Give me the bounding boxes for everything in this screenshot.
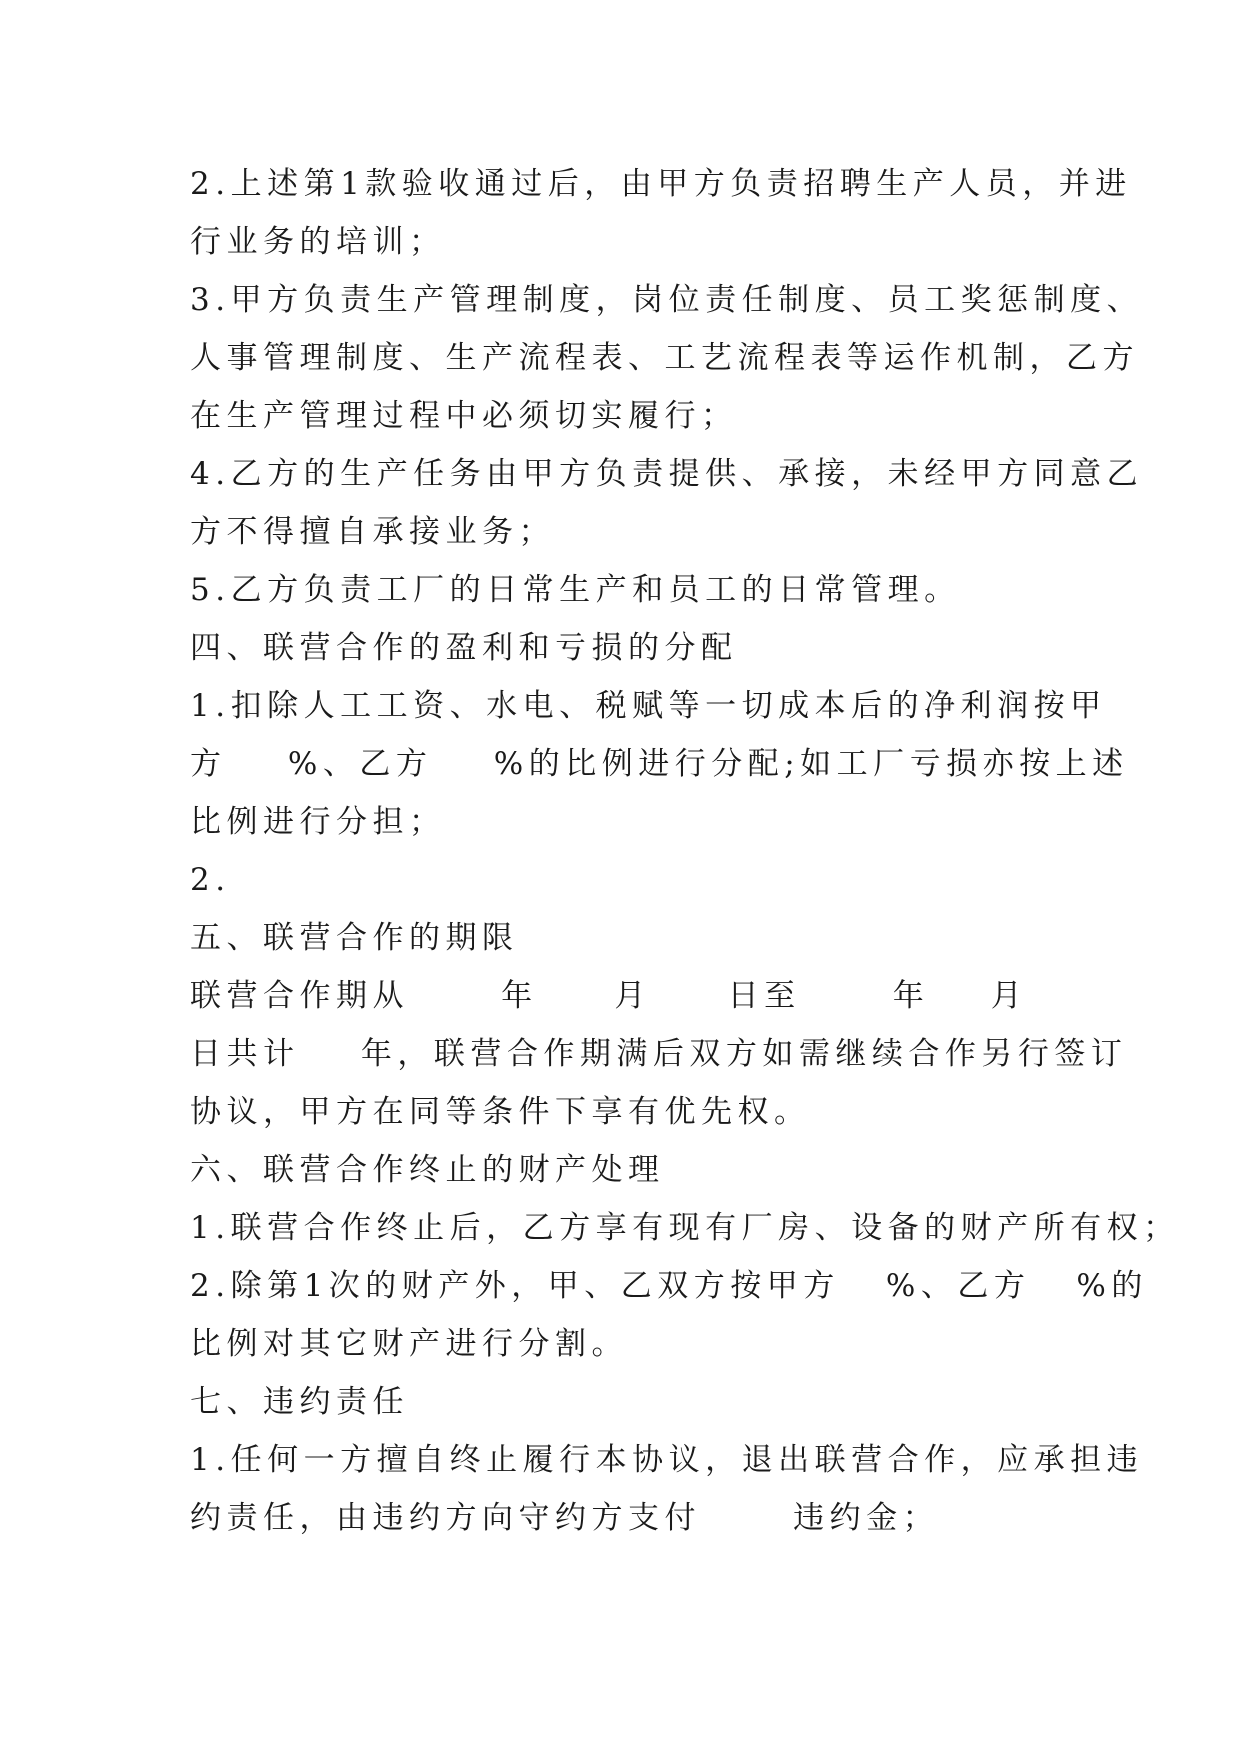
text-line: 2.上述第1款验收通过后，由甲方负责招聘生产人员，并进 xyxy=(190,166,1132,202)
section-heading: 七、违约责任 xyxy=(190,1384,409,1420)
section-heading: 五、联营合作的期限 xyxy=(190,920,519,956)
text-line: 1.扣除人工工资、水电、税赋等一切成本后的净利润按甲 xyxy=(190,688,1107,724)
text-line: 1.联营合作终止后，乙方享有现有厂房、设备的财产所有权； xyxy=(190,1210,1180,1246)
text-line: 2.除第1次的财产外，甲、乙双方按甲方 %、乙方 %的 xyxy=(190,1268,1148,1304)
text-line: 方 %、乙方 %的比例进行分配;如工厂亏损亦按上述 xyxy=(190,746,1129,782)
text-line: 1.任何一方擅自终止履行本协议，退出联营合作，应承担违 xyxy=(190,1442,1144,1478)
text-line: 协议，甲方在同等条件下享有优先权。 xyxy=(190,1094,811,1130)
text-line: 约责任，由违约方向守约方支付 违约金； xyxy=(190,1500,940,1536)
section-heading: 四、联营合作的盈利和亏损的分配 xyxy=(190,630,738,666)
text-line: 2. xyxy=(190,862,231,898)
text-line: 在生产管理过程中必须切实履行； xyxy=(190,398,738,434)
text-line: 比例进行分担； xyxy=(190,804,446,840)
text-line: 方不得擅自承接业务； xyxy=(190,514,555,550)
text-line: 3.甲方负责生产管理制度，岗位责任制度、员工奖惩制度、 xyxy=(190,282,1144,318)
text-line: 4.乙方的生产任务由甲方负责提供、承接，未经甲方同意乙 xyxy=(190,456,1144,492)
text-line: 人事管理制度、生产流程表、工艺流程表等运作机制，乙方 xyxy=(190,340,1139,376)
text-line: 联营合作期从 年 月 日至 年 月 xyxy=(190,978,1028,1014)
text-line: 日共计 年，联营合作期满后双方如需继续合作另行签订 xyxy=(190,1036,1128,1072)
text-line: 比例对其它财产进行分割。 xyxy=(190,1326,628,1362)
text-line: 5.乙方负责工厂的日常生产和员工的日常管理。 xyxy=(190,572,961,608)
section-heading: 六、联营合作终止的财产处理 xyxy=(190,1152,665,1188)
text-line: 行业务的培训； xyxy=(190,224,446,260)
